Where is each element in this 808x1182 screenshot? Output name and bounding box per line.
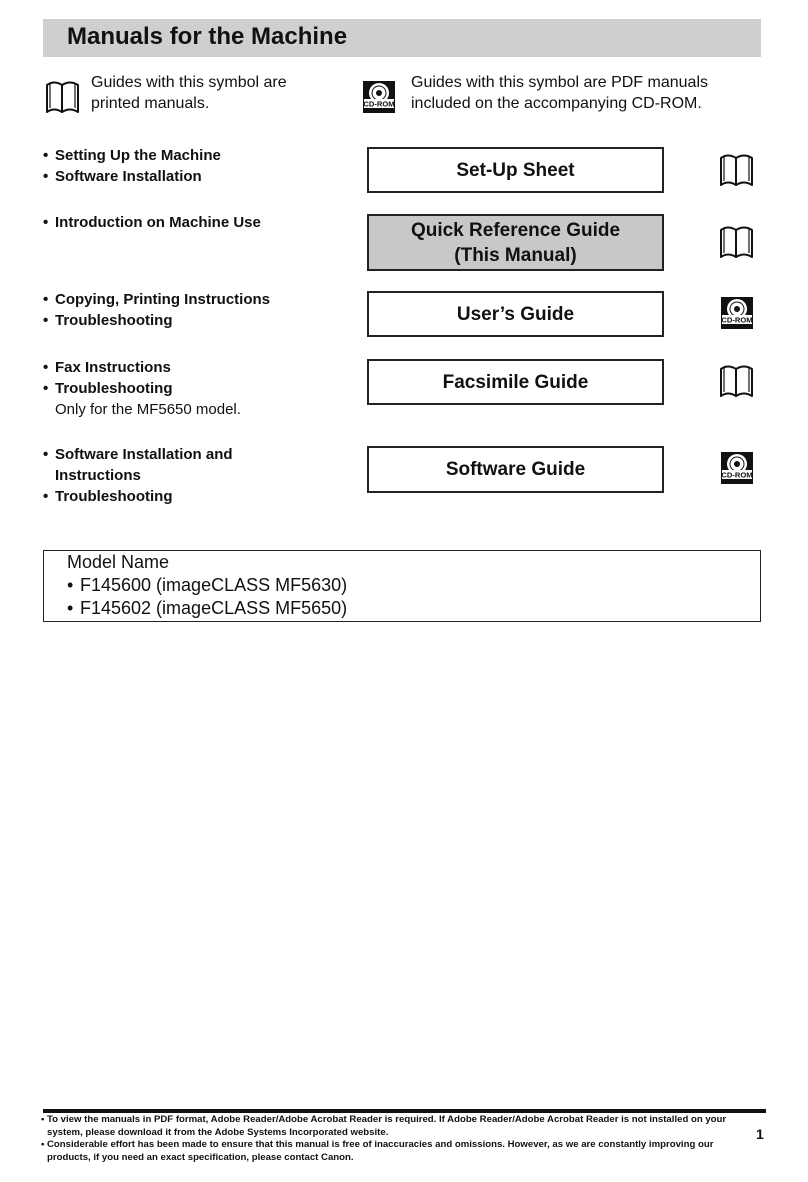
cd-rom-label: CD-ROM xyxy=(363,99,395,109)
topic-item: • Copying, Printing Instructions xyxy=(43,289,343,310)
topic-item: • Software Installation and Instructions xyxy=(43,444,273,486)
topic-item: • Troubleshooting xyxy=(43,378,343,399)
guide-title: User’s Guide xyxy=(456,303,575,325)
topic-item: • Fax Instructions xyxy=(43,357,343,378)
guide-row-3-topics xyxy=(43,289,343,331)
guide-box-software-guide xyxy=(367,446,664,493)
guide-box-users-guide xyxy=(367,291,664,337)
legend-printed-text: Guides with this symbol are printed manuals. xyxy=(91,74,287,112)
header-bar xyxy=(43,19,761,57)
guide-title: Quick Reference Guide xyxy=(410,219,621,241)
topic-item: • Troubleshooting xyxy=(43,486,273,507)
page-number: 1 xyxy=(756,1126,764,1142)
cd-rom-label: CD-ROM xyxy=(721,315,753,325)
topic-item: • Troubleshooting xyxy=(43,310,343,331)
guide-row-1-topics xyxy=(43,145,343,187)
guide-subtitle: (This Manual) xyxy=(454,244,577,266)
guide-title: Facsimile Guide xyxy=(442,371,589,393)
model-title: Model Name xyxy=(67,552,170,572)
cd-rom-icon xyxy=(362,80,396,114)
model-item: • F145600 (imageCLASS MF5630) xyxy=(67,574,760,597)
book-icon xyxy=(718,361,755,399)
topic-item: • Setting Up the Machine xyxy=(43,145,343,166)
footnote: • To view the manuals in PDF format, Adobe Reader/Adobe Acrobat Reader is required. If Adobe Reader/Adobe Acrobat Reader is not installed on your system, please download it from the Adobe Systems Incorporated website. xyxy=(41,1114,751,1139)
guide-row-2-topics xyxy=(43,212,343,233)
guide-box-setup-sheet xyxy=(367,147,664,193)
model-item: • F145602 (imageCLASS MF5650) xyxy=(67,597,760,620)
model-name-box xyxy=(43,550,761,622)
book-icon xyxy=(718,150,755,188)
guide-title: Set-Up Sheet xyxy=(456,159,575,181)
topic-note: Only for the MF5650 model. xyxy=(55,401,241,418)
footer-divider xyxy=(43,1109,766,1113)
topic-item: • Software Installation xyxy=(43,166,343,187)
footnote: • Considerable effort has been made to ensure that this manual is free of inaccuracies and omissions. However, as we are constantly improving our products, if you need an exact specification, please contact Canon. xyxy=(41,1139,751,1164)
guide-row-5-topics xyxy=(43,444,273,507)
guide-box-quick-reference xyxy=(367,214,664,271)
book-icon xyxy=(718,222,755,260)
cd-rom-icon xyxy=(720,451,754,485)
footnotes xyxy=(41,1114,751,1164)
guide-row-4-topics xyxy=(43,357,343,420)
legend-cdrom-text: Guides with this symbol are PDF manuals included on the accompanying CD-ROM. xyxy=(411,74,708,112)
cd-rom-label: CD-ROM xyxy=(721,470,753,480)
topic-item: • Introduction on Machine Use xyxy=(43,212,343,233)
cd-rom-icon xyxy=(720,296,754,330)
book-icon xyxy=(44,77,81,115)
guide-title: Software Guide xyxy=(445,459,586,480)
page-title: Manuals for the Machine xyxy=(67,23,348,50)
guide-box-facsimile-guide xyxy=(367,359,664,405)
